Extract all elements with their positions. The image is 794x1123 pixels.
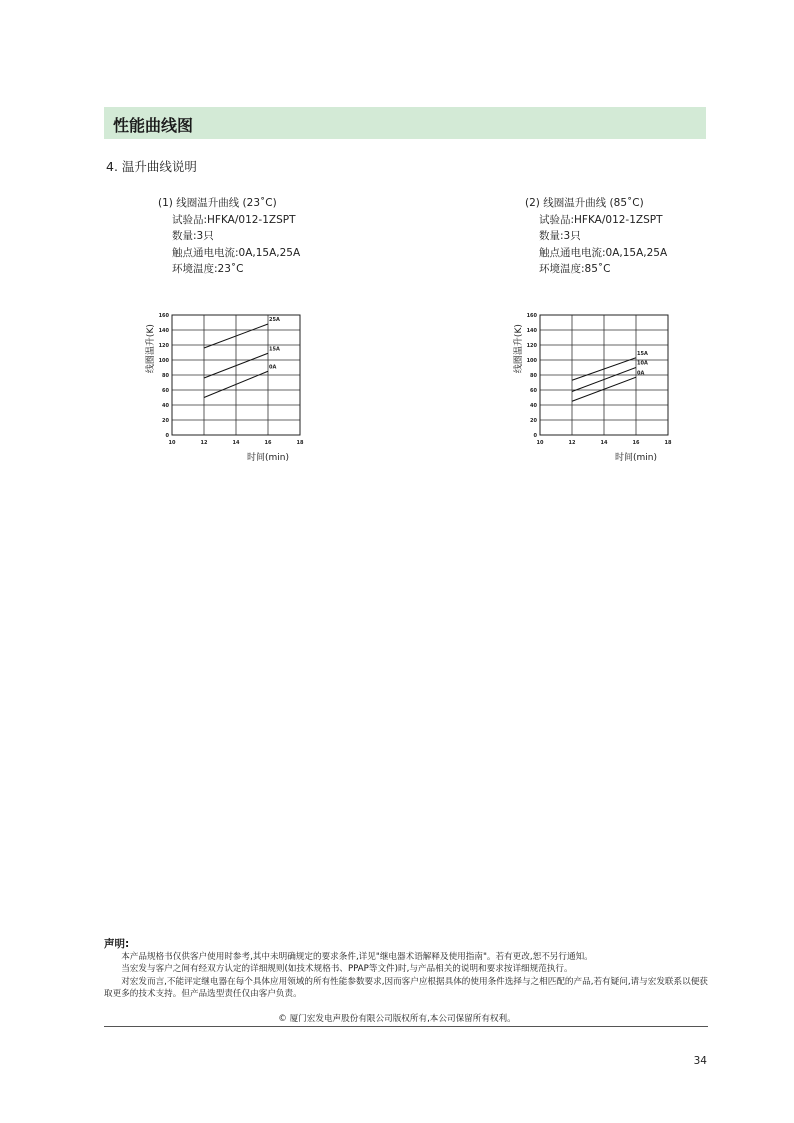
x-tick-label: 18 xyxy=(664,440,672,446)
right-spec xyxy=(525,195,667,278)
x-tick-label: 18 xyxy=(296,440,304,446)
right-spec-line: 试验品:HFKA/012-1ZSPT xyxy=(539,213,663,226)
x-tick-label: 14 xyxy=(232,440,240,446)
right-spec-line: 触点通电电流:0A,15A,25A xyxy=(539,246,668,259)
left-spec-title: (1) 线圈温升曲线 (23˚C) xyxy=(158,197,277,209)
series-label: 0A xyxy=(637,370,645,377)
left-spec-line: 试验品:HFKA/012-1ZSPT xyxy=(172,213,296,226)
disclaimer-paragraph: 当宏发与客户之间有经双方认定的详细规则(如技术规格书、PPAP等文件)时,与产品相关的说明和要求按详细规范执行。 xyxy=(121,964,573,974)
y-tick-label: 0 xyxy=(165,433,169,439)
disclaimer xyxy=(104,938,710,1001)
right-spec-line: 数量:3只 xyxy=(539,230,581,242)
y-tick-label: 20 xyxy=(530,418,537,424)
page-number: 34 xyxy=(693,1055,707,1067)
page-title: 性能曲线图 xyxy=(113,116,194,135)
x-tick-label: 10 xyxy=(168,440,176,446)
x-axis-title: 时间(min) xyxy=(615,453,657,463)
series-label: 15A xyxy=(269,346,280,353)
y-tick-label: 0 xyxy=(533,433,537,439)
y-tick-label: 120 xyxy=(526,343,537,349)
y-tick-label: 160 xyxy=(526,313,537,319)
y-axis-title: 线圈温升(K) xyxy=(146,324,156,374)
y-tick-label: 140 xyxy=(158,328,169,334)
y-axis-title: 线圈温升(K) xyxy=(514,324,524,374)
y-tick-label: 120 xyxy=(158,343,169,349)
x-tick-label: 10 xyxy=(536,440,544,446)
left-spec xyxy=(158,195,300,278)
copyright: © 厦门宏发电声股份有限公司版权所有,本公司保留所有权利。 xyxy=(278,1014,516,1024)
chart-right xyxy=(508,306,708,466)
x-tick-label: 12 xyxy=(200,440,208,446)
series-label: 10A xyxy=(637,360,648,367)
right-spec-title: (2) 线圈温升曲线 (85˚C) xyxy=(525,197,644,209)
y-tick-label: 60 xyxy=(162,388,169,394)
disclaimer-paragraph: 对宏发而言,不能评定继电器在每个具体应用领域的所有性能参数要求,因而客户应根据具体的使用条件选择与之相匹配的产品,若有疑问,请与宏发联系以便获取更多的技术支持。但产品选型责任仅由客户负责。 xyxy=(104,976,708,999)
y-tick-label: 40 xyxy=(530,403,537,409)
section-title: 4. 温升曲线说明 xyxy=(106,159,197,174)
disclaimer-paragraph: 本产品规格书仅供客户使用时参考,其中未明确规定的要求条件,详见"继电器术语解释及使用指南"。若有更改,恕不另行通知。 xyxy=(121,951,593,962)
x-tick-label: 14 xyxy=(600,440,608,446)
y-tick-label: 20 xyxy=(162,418,169,424)
header-band xyxy=(104,107,706,139)
left-spec-line: 触点通电电流:0A,15A,25A xyxy=(172,246,301,259)
disclaimer-heading: 声明: xyxy=(104,938,130,950)
y-tick-label: 100 xyxy=(158,358,169,364)
series-label: 15A xyxy=(637,350,648,357)
y-tick-label: 80 xyxy=(162,373,169,379)
chart-left xyxy=(140,306,340,466)
x-axis-title: 时间(min) xyxy=(247,453,289,463)
left-spec-line: 数量:3只 xyxy=(172,230,214,242)
y-tick-label: 80 xyxy=(530,373,537,379)
y-tick-label: 100 xyxy=(526,358,537,364)
series-label: 0A xyxy=(269,364,277,371)
series-label: 25A xyxy=(269,317,280,323)
y-tick-label: 160 xyxy=(158,313,169,319)
y-tick-label: 60 xyxy=(530,388,537,394)
y-tick-label: 140 xyxy=(526,328,537,334)
right-spec-line: 环境温度:85˚C xyxy=(539,263,611,275)
left-spec-line: 环境温度:23˚C xyxy=(172,263,244,275)
footer-divider xyxy=(104,1026,708,1027)
x-tick-label: 16 xyxy=(632,440,640,446)
x-tick-label: 16 xyxy=(264,440,272,446)
y-tick-label: 40 xyxy=(162,403,169,409)
x-tick-label: 12 xyxy=(568,440,576,446)
